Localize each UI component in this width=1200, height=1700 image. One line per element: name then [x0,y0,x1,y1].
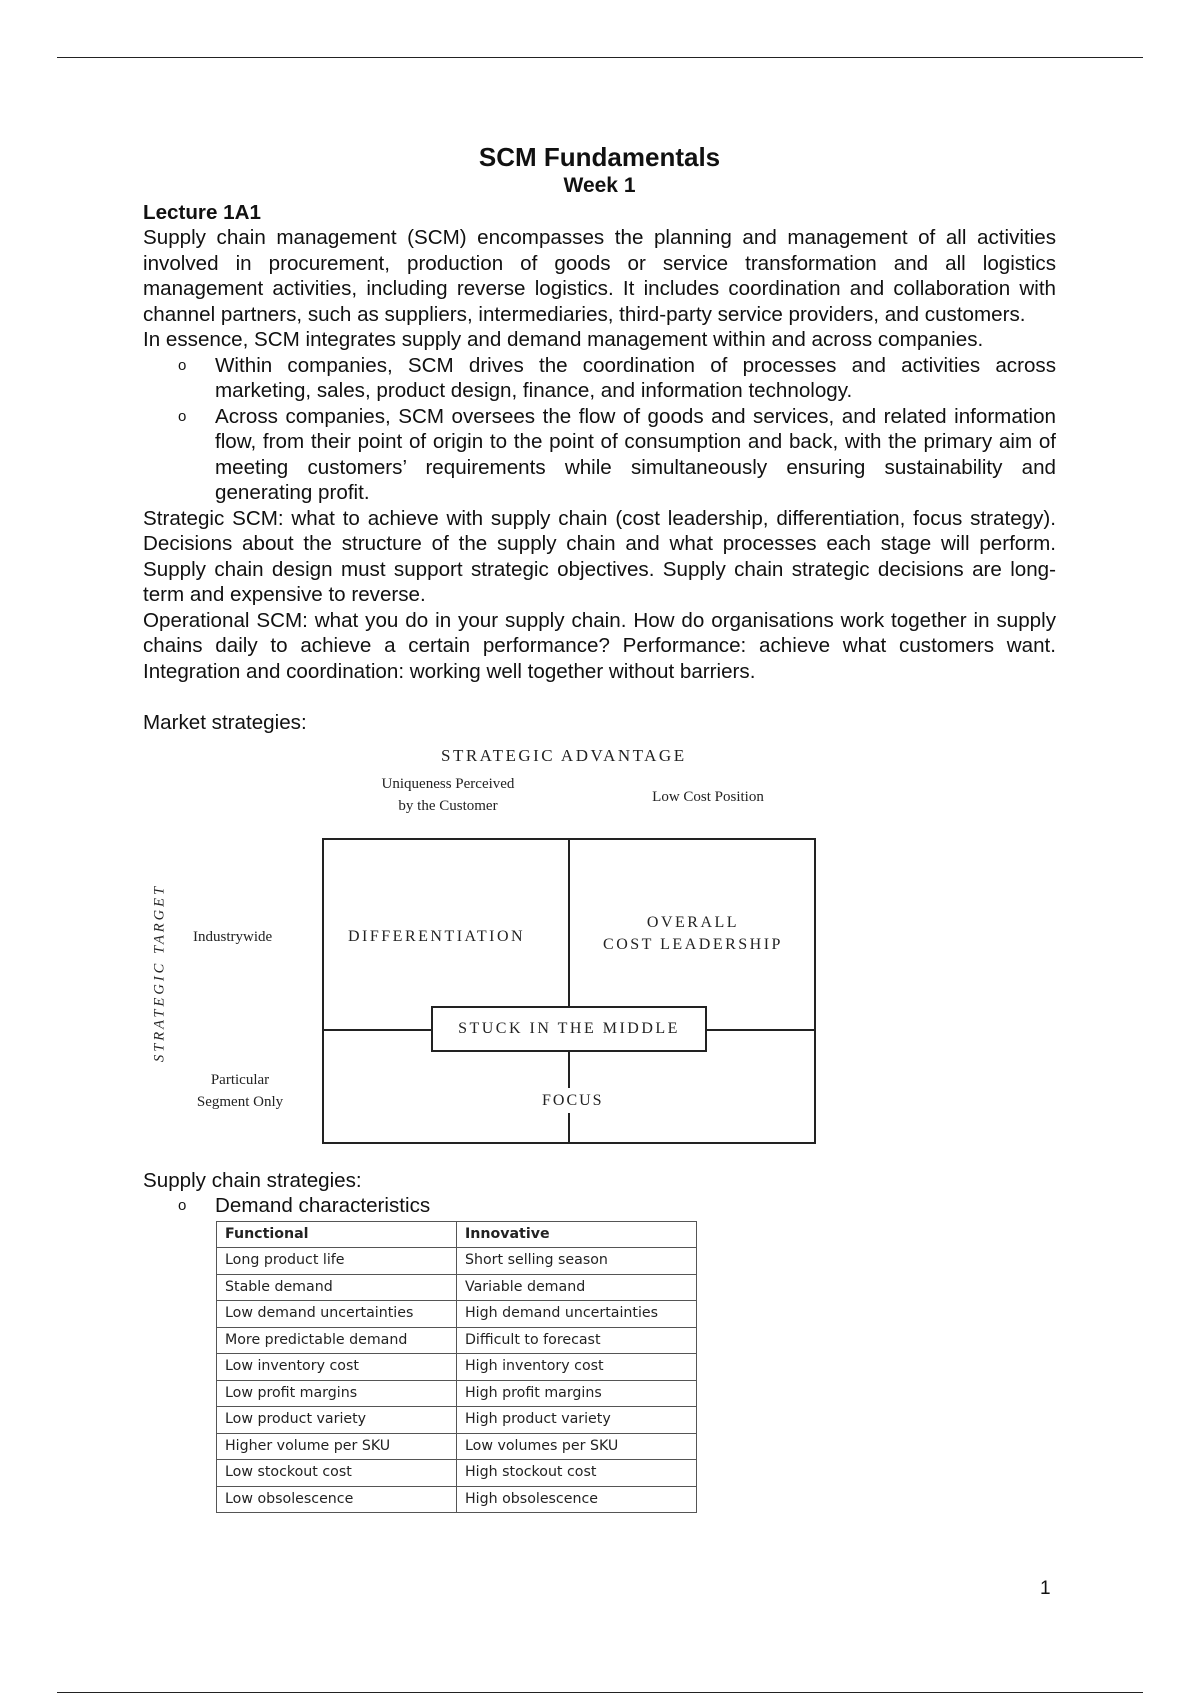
table-row [217,1460,697,1487]
table-cell: Low product variety [217,1407,457,1434]
bullet-marker: o [178,356,187,374]
bullet-text: Within companies, SCM drives the coordination of processes and activities across marketing, sales, product design, finance, and information technology. [215,353,1056,402]
overall-cost-leadership-cell [573,912,813,956]
table-cell: More predictable demand [217,1327,457,1354]
particular-line-1: Particular [210,1071,270,1088]
supply-chain-bullet-list [143,1193,1056,1219]
table-row [217,1274,697,1301]
page-title: SCM Fundamentals [478,142,721,172]
table-header-row [217,1221,697,1248]
list-item [178,1193,1056,1219]
differentiation-cell: DIFFERENTIATION [348,927,526,945]
ocl-line-1: OVERALL [646,913,740,931]
particular-segment-row-label [185,1069,295,1113]
bullet-text: Across companies, SCM oversees the flow of goods and services, and related information flow, from their point of origin to the point of consumption and back, with the primary aim of meeting customers’ requirements while simultaneously ensuring sustainability and generating profit. [215,404,1056,504]
table-cell: Low volumes per SKU [457,1433,697,1460]
ocl-line-2: COST LEADERSHIP [603,935,783,953]
market-strategies-label: Market strategies: [143,711,307,734]
bullet-marker: o [178,407,187,425]
table-cell: Low demand uncertainties [217,1301,457,1328]
low-cost-column-label: Low Cost Position [652,788,764,805]
page-number: 1 [1040,1578,1051,1599]
list-item [178,353,1056,404]
table-cell: Short selling season [457,1248,697,1275]
strategic-advantage-label: STRATEGIC ADVANTAGE [441,745,687,765]
list-item [178,404,1056,506]
table-cell: Higher volume per SKU [217,1433,457,1460]
focus-cell: FOCUS [540,1088,606,1114]
table-cell: High demand uncertainties [457,1301,697,1328]
table-cell: Low inventory cost [217,1354,457,1381]
uniqueness-line-1: Uniqueness Perceived [381,775,515,792]
strategic-scm-paragraph: Strategic SCM: what to achieve with supply chain (cost leadership, differentiation, focus strategy). Decisions about the structure of the supply chain and what processes each stage will perform. Supply chain design must support strategic objectives. Supply chain strategic decisions are long-term and expensive to reverse. [143,506,1056,606]
supply-chain-strategies-label: Supply chain strategies: [143,1168,362,1192]
bullet-marker: o [178,1197,187,1214]
table-cell: Stable demand [217,1274,457,1301]
table-row [217,1433,697,1460]
demand-characteristics-table [216,1221,697,1514]
table-row [217,1301,697,1328]
table-row [217,1354,697,1381]
table-cell: Low stockout cost [217,1460,457,1487]
table-row [217,1486,697,1513]
industrywide-row-label: Industrywide [193,928,273,945]
page-content [143,142,1056,1513]
table-cell: Long product life [217,1248,457,1275]
table-cell: High product variety [457,1407,697,1434]
operational-scm-paragraph: Operational SCM: what you do in your supply chain. How do organisations work together in supply chains daily to achieve a certain performance? Performance: achieve what customers want. Integration and coordination: working well together without barriers. [143,608,1056,683]
page-subtitle: Week 1 [563,174,636,197]
porter-generic-strategies-diagram [143,740,823,1160]
table-cell: Low obsolescence [217,1486,457,1513]
table-cell: High profit margins [457,1380,697,1407]
table-cell: Variable demand [457,1274,697,1301]
stuck-in-the-middle-box: STUCK IN THE MIDDLE [431,1006,707,1052]
top-rule [57,57,1143,58]
bullet-text: Demand characteristics [215,1194,431,1217]
strategic-target-label: STRATEGIC TARGET [151,883,168,1062]
table-row [217,1407,697,1434]
intro-paragraph: Supply chain management (SCM) encompasses the planning and management of all activities involved in procurement, production of goods or service transformation and all logistics management activities, including reverse logistics. It includes coordination and collaboration with channel partners, such as suppliers, intermediaries, third-party service providers, and customers. [143,226,1056,326]
table-cell: Difficult to forecast [457,1327,697,1354]
table-header-cell: Functional [217,1221,457,1248]
table-row [217,1380,697,1407]
table-cell: High stockout cost [457,1460,697,1487]
essence-bullet-list [143,353,1056,506]
table-cell: High obsolescence [457,1486,697,1513]
table-header-cell: Innovative [457,1221,697,1248]
uniqueness-line-2: by the Customer [398,797,498,814]
bottom-rule [57,1692,1143,1693]
lecture-heading: Lecture 1A1 [143,201,261,224]
essence-paragraph: In essence, SCM integrates supply and demand management within and across companies. [143,328,984,351]
table-cell: Low profit margins [217,1380,457,1407]
particular-line-2: Segment Only [196,1093,284,1110]
table-row [217,1248,697,1275]
uniqueness-column-label [368,773,528,817]
table-cell: High inventory cost [457,1354,697,1381]
table-row [217,1327,697,1354]
